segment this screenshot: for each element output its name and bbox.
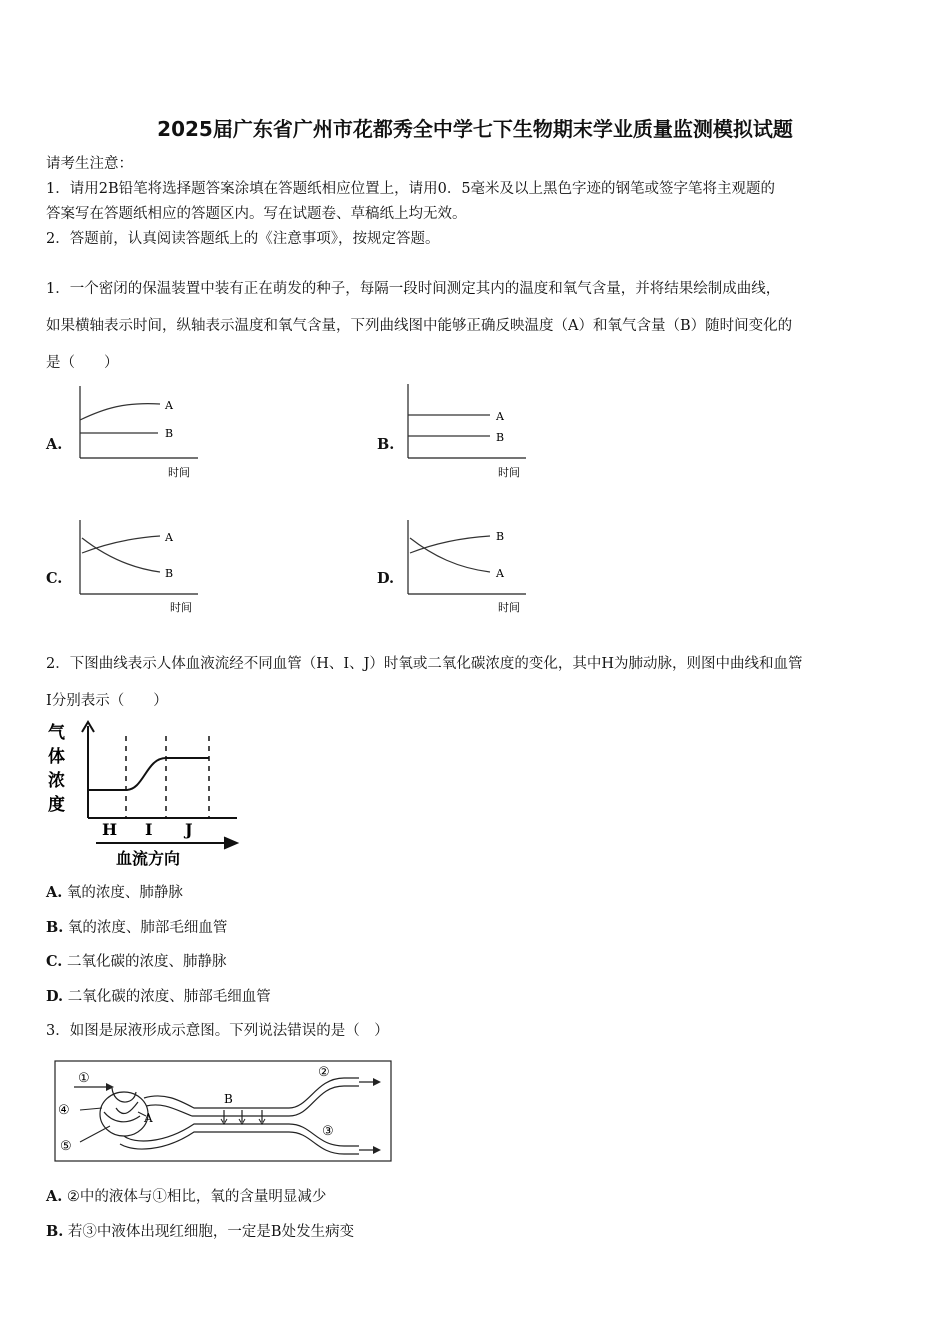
option-text: 氧的浓度、肺静脉 <box>66 885 183 901</box>
graph-label-bottom: B <box>165 427 174 440</box>
q1-graph-b <box>398 380 538 482</box>
option-letter: A. <box>46 1188 63 1205</box>
curve-a <box>82 536 160 553</box>
graph-label-bottom: B <box>165 567 174 580</box>
concentration-curve <box>88 758 209 790</box>
q2-option-d[interactable] <box>46 985 271 1006</box>
q1-option-b-letter[interactable]: B. <box>377 436 395 453</box>
q3-nephron-figure <box>54 1060 394 1164</box>
option-text: 二氧化碳的浓度、肺静脉 <box>66 954 227 970</box>
graph-label-bottom: A <box>496 567 504 580</box>
option-letter: D. <box>46 988 64 1005</box>
option-letter: A. <box>46 884 63 901</box>
q1-graph-a <box>70 382 210 482</box>
curve-a <box>410 538 490 572</box>
y-label-char: 气 <box>48 723 65 743</box>
curve-b <box>82 538 160 572</box>
label-5: ⑤ <box>60 1139 72 1154</box>
graph-x-label: 时间 <box>170 601 192 614</box>
q1-graph-c <box>70 516 210 616</box>
page-title: 2025届广东省广州市花都秀全中学七下生物期末学业质量监测模拟试题 <box>157 117 793 141</box>
q1-option-a-letter[interactable]: A. <box>46 436 63 453</box>
notice-heading: 请考生注意： <box>46 156 133 172</box>
q3-stem: 3．如图是尿液形成示意图。下列说法错误的是（ ） <box>46 1023 389 1039</box>
x-tick-j: J <box>185 820 193 839</box>
option-text: 若③中液体出现红细胞，一定是B处发生病变 <box>67 1224 355 1240</box>
curve-b <box>410 536 490 553</box>
graph-label-top: A <box>165 399 173 412</box>
graph-label-bottom: B <box>496 431 505 444</box>
label-b: B <box>224 1092 233 1106</box>
q2-stem-line-2: I分别表示（ ） <box>46 693 168 709</box>
option-text: 氧的浓度、肺部毛细血管 <box>67 920 228 936</box>
q1-stem-line-3: 是（ ） <box>46 355 119 371</box>
graph-label-top: A <box>165 531 173 544</box>
q3-option-a[interactable] <box>46 1185 326 1206</box>
notice-line-1b: 答案写在答题纸相应的答题区内。写在试题卷、草稿纸上均无效。 <box>46 206 467 222</box>
option-letter: C. <box>46 953 63 970</box>
label-4: ④ <box>58 1103 70 1118</box>
q2-figure <box>44 718 244 870</box>
option-text: ②中的液体与①相比，氧的含量明显减少 <box>66 1189 327 1205</box>
q2-stem-line-1: 2．下图曲线表示人体血液流经不同血管（H、I、J）时氧或二氧化碳浓度的变化，其中H为肺动脉，则图中曲线和血管 <box>46 656 803 672</box>
y-label-char: 浓 <box>48 771 65 791</box>
q2-option-a[interactable] <box>46 881 183 902</box>
flow-direction-label: 血流方向 <box>116 849 181 868</box>
label-1: ① <box>78 1071 90 1086</box>
label-a: A <box>144 1111 153 1125</box>
x-tick-i: I <box>145 820 153 839</box>
curve-a <box>80 404 160 420</box>
graph-label-top: A <box>496 410 504 423</box>
graph-x-label: 时间 <box>498 466 520 479</box>
notice-line-2: 2．答题前，认真阅读答题纸上的《注意事项》，按规定答题。 <box>46 231 440 247</box>
graph-x-label: 时间 <box>498 601 520 614</box>
label-2: ② <box>318 1065 330 1080</box>
q2-option-b[interactable] <box>46 916 227 937</box>
option-text: 二氧化碳的浓度、肺部毛细血管 <box>67 989 271 1005</box>
notice-line-1: 1．请用2B铅笔将选择题答案涂填在答题纸相应位置上，请用0．5毫米及以上黑色字迹的钢笔或签字笔将主观题的 <box>46 181 776 197</box>
x-tick-h: H <box>102 820 118 839</box>
q1-stem-line-1: 1．一个密闭的保温装置中装有正在萌发的种子，每隔一段时间测定其内的温度和氧气含量，并将结果绘制成曲线， <box>46 281 781 297</box>
q3-option-b[interactable] <box>46 1220 354 1241</box>
q1-option-d-letter[interactable]: D. <box>377 570 395 587</box>
option-letter: B. <box>46 919 64 936</box>
q1-stem-line-2: 如果横轴表示时间，纵轴表示温度和氧气含量，下列曲线图中能够正确反映温度（A）和氧气含量（B）随时间变化的 <box>46 318 793 334</box>
graph-label-top: B <box>496 530 505 543</box>
y-label-char: 度 <box>48 795 65 815</box>
option-letter: B. <box>46 1223 64 1240</box>
q1-graph-d <box>398 516 538 616</box>
q1-option-c-letter[interactable]: C. <box>46 570 63 587</box>
label-3: ③ <box>322 1124 334 1139</box>
y-label-char: 体 <box>48 747 65 767</box>
graph-x-label: 时间 <box>168 466 190 479</box>
q2-option-c[interactable] <box>46 950 226 971</box>
